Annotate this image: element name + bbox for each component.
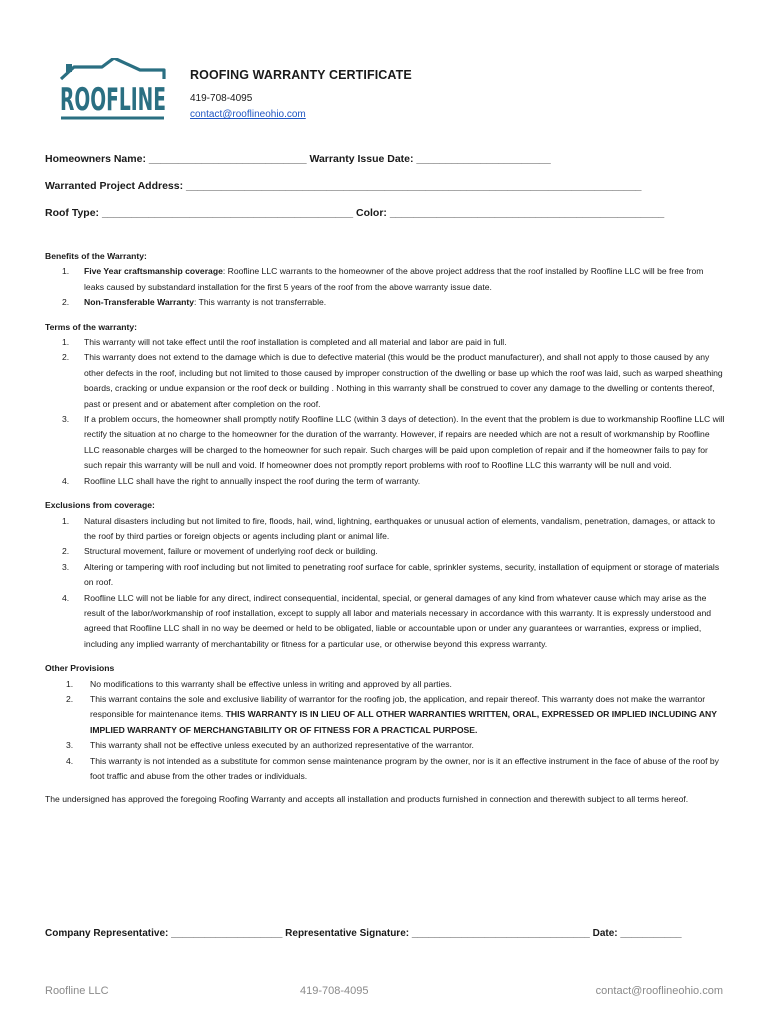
logo-wordmark: ROOFLINE (60, 82, 166, 118)
header-phone: 419-708-4095 (190, 93, 253, 104)
list-item: 2. Structural movement, failure or movement of underlying roof deck or building. (62, 546, 378, 557)
terms-heading: Terms of the warranty: (45, 321, 138, 332)
list-item: 1. Natural disasters including but not limited to fire, floods, hail, wind, lightning, earthquakes or unusual action of elements, vandalism, penetration, damages, or attack to the roof by third parties or foreign objects or agents including plant or animal life. (62, 515, 716, 541)
exclusions-list (45, 514, 725, 653)
other-provisions-heading: Other Provisions (45, 663, 115, 674)
header-block (190, 68, 412, 123)
terms-list (45, 335, 725, 489)
project-address-field[interactable]: Warranted Project Address: ______________________________________________________________________________ (45, 180, 642, 192)
benefits-heading: Benefits of the Warranty: (45, 251, 147, 261)
homeowner-name-and-issue-date-field[interactable]: Homeowners Name: ___________________________ Warranty Issue Date: _______________________ (45, 153, 551, 165)
list-item: 1. Five Year craftsmanship coverage: Roofline LLC warrants to the homeowner of the above project address that the roof installed by Roofline LLC will be free from leaks caused by substandard installation for the first 5 years of the roof from the above warranty issue date. (62, 266, 704, 292)
list-item: 2. This warrant contains the sole and exclusive liability of warrantor for the roofing job, the application, and repair thereof. This warranty does not make the warrantor responsible for maintenance items. THIS WARRANTY IS IN LIEU OF ALL OTHER WARRANTIES WRITTEN, ORAL, EXPRESSED OR IMPLIED INCLUDING ANY IMPLIED WARRANTY OF MERCHANGTABILITY OR OF FITNESS FOR A PRACTICAL PURPOSE. (66, 693, 717, 735)
exclusions-heading: Exclusions from coverage: (45, 500, 155, 511)
list-item: 2. This warranty does not extend to the damage which is due to defective material (this would be the product manufacturer), and shall not apply to those caused by any other defects in the roof, including but not limited to those caused by improper construction of the dwelling or base up which the roof was laid, such as warped sheathing boards, cracking or undue expansion or the roof deck or building . Nothing in this warranty shall be construed to cover any damage to the dwelling or contents thereof, past or present and or abatement after completion on the roof. (62, 352, 723, 409)
certificate-title: ROOFING WARRANTY CERTIFICATE (190, 68, 412, 82)
footer-phone: 419-708-4095 (300, 985, 369, 997)
roof-type-and-color-field[interactable]: Roof Type: ___________________________________________ Color: _______________________________________________ (45, 207, 665, 219)
list-item: 2. Non-Transferable Warranty: This warranty is not transferrable. (62, 297, 327, 308)
footer-email: contact@rooflineohio.com (595, 985, 723, 997)
list-item: 3. Altering or tampering with roof including but not limited to penetrating roof surface for cable, sprinkler systems, security, installation of equipment or storage of materials on roof. (62, 561, 720, 588)
benefits-list (45, 264, 725, 310)
signature-line[interactable]: Company Representative: ____________________ Representative Signature: ________________________________ Date: ___________ (45, 928, 682, 939)
list-item: 3. If a problem occurs, the homeowner shall promptly notify Roofline LLC (within 3 days of detection). In the event that the problem is due to workmanship Roofline LLC will rectify the situation at no charge to the homeowner for the duration of the warranty. However, if repairs are needed which are not a result of workmanship by Roofline LLC reasonable charges will be charged to the homeowner for such repair. Such charges will be paid upon completion of repair and if the homeowner fails to pay for such repair this warranty will be null and void. If homeowner does not promptly report problems with roof to Roofline LLC this warranty will be null and void. (62, 414, 725, 471)
header-email-link[interactable]: contact@rooflineohio.com (190, 109, 306, 120)
list-item: 3. This warranty shall not be effective unless executed by an authorized representative of the warrantor. (66, 740, 474, 751)
list-item: 1. No modifications to this warranty shall be effective unless in writing and approved by all parties. (66, 678, 452, 689)
list-item: 1. This warranty will not take effect until the roof installation is completed and all material and labor are paid in full. (62, 337, 507, 348)
roofline-logo (58, 58, 170, 124)
roof-logo-icon (58, 58, 170, 124)
warranty-body (45, 249, 725, 808)
closing-statement: The undersigned has approved the foregoing Roofing Warranty and accepts all installation and products furnished in connection and therewith subject to all terms hereof. (45, 794, 689, 805)
list-item: 4. Roofline LLC shall have the right to annually inspect the roof during the term of warranty. (62, 475, 421, 486)
list-item: 4. This warranty is not intended as a substitute for common sense maintenance program by the owner, nor is it an effective instrument in the face of abuse of the roof by foot traffic and abuse from the other trades or individuals. (66, 755, 719, 781)
other-provisions-list (45, 677, 725, 785)
footer-company: Roofline LLC (45, 985, 109, 997)
list-item: 4. Roofline LLC will not be liable for any direct, indirect consequential, incidental, special, or general damages of any kind from whatever cause which may arise as the result of the labor/workmanship of roof installation, except to supply all labor and materials necessary in accordance with this warranty. It is expressly understood and agreed that Roofline LLC shall in no way be deemed or held to be obligated, liable or accountable upon or under any guarantees or warranties, express or implied, including any implied warranty of merchantability or fitness for a particular use, or otherwise beyond this express warranty. (62, 592, 712, 649)
